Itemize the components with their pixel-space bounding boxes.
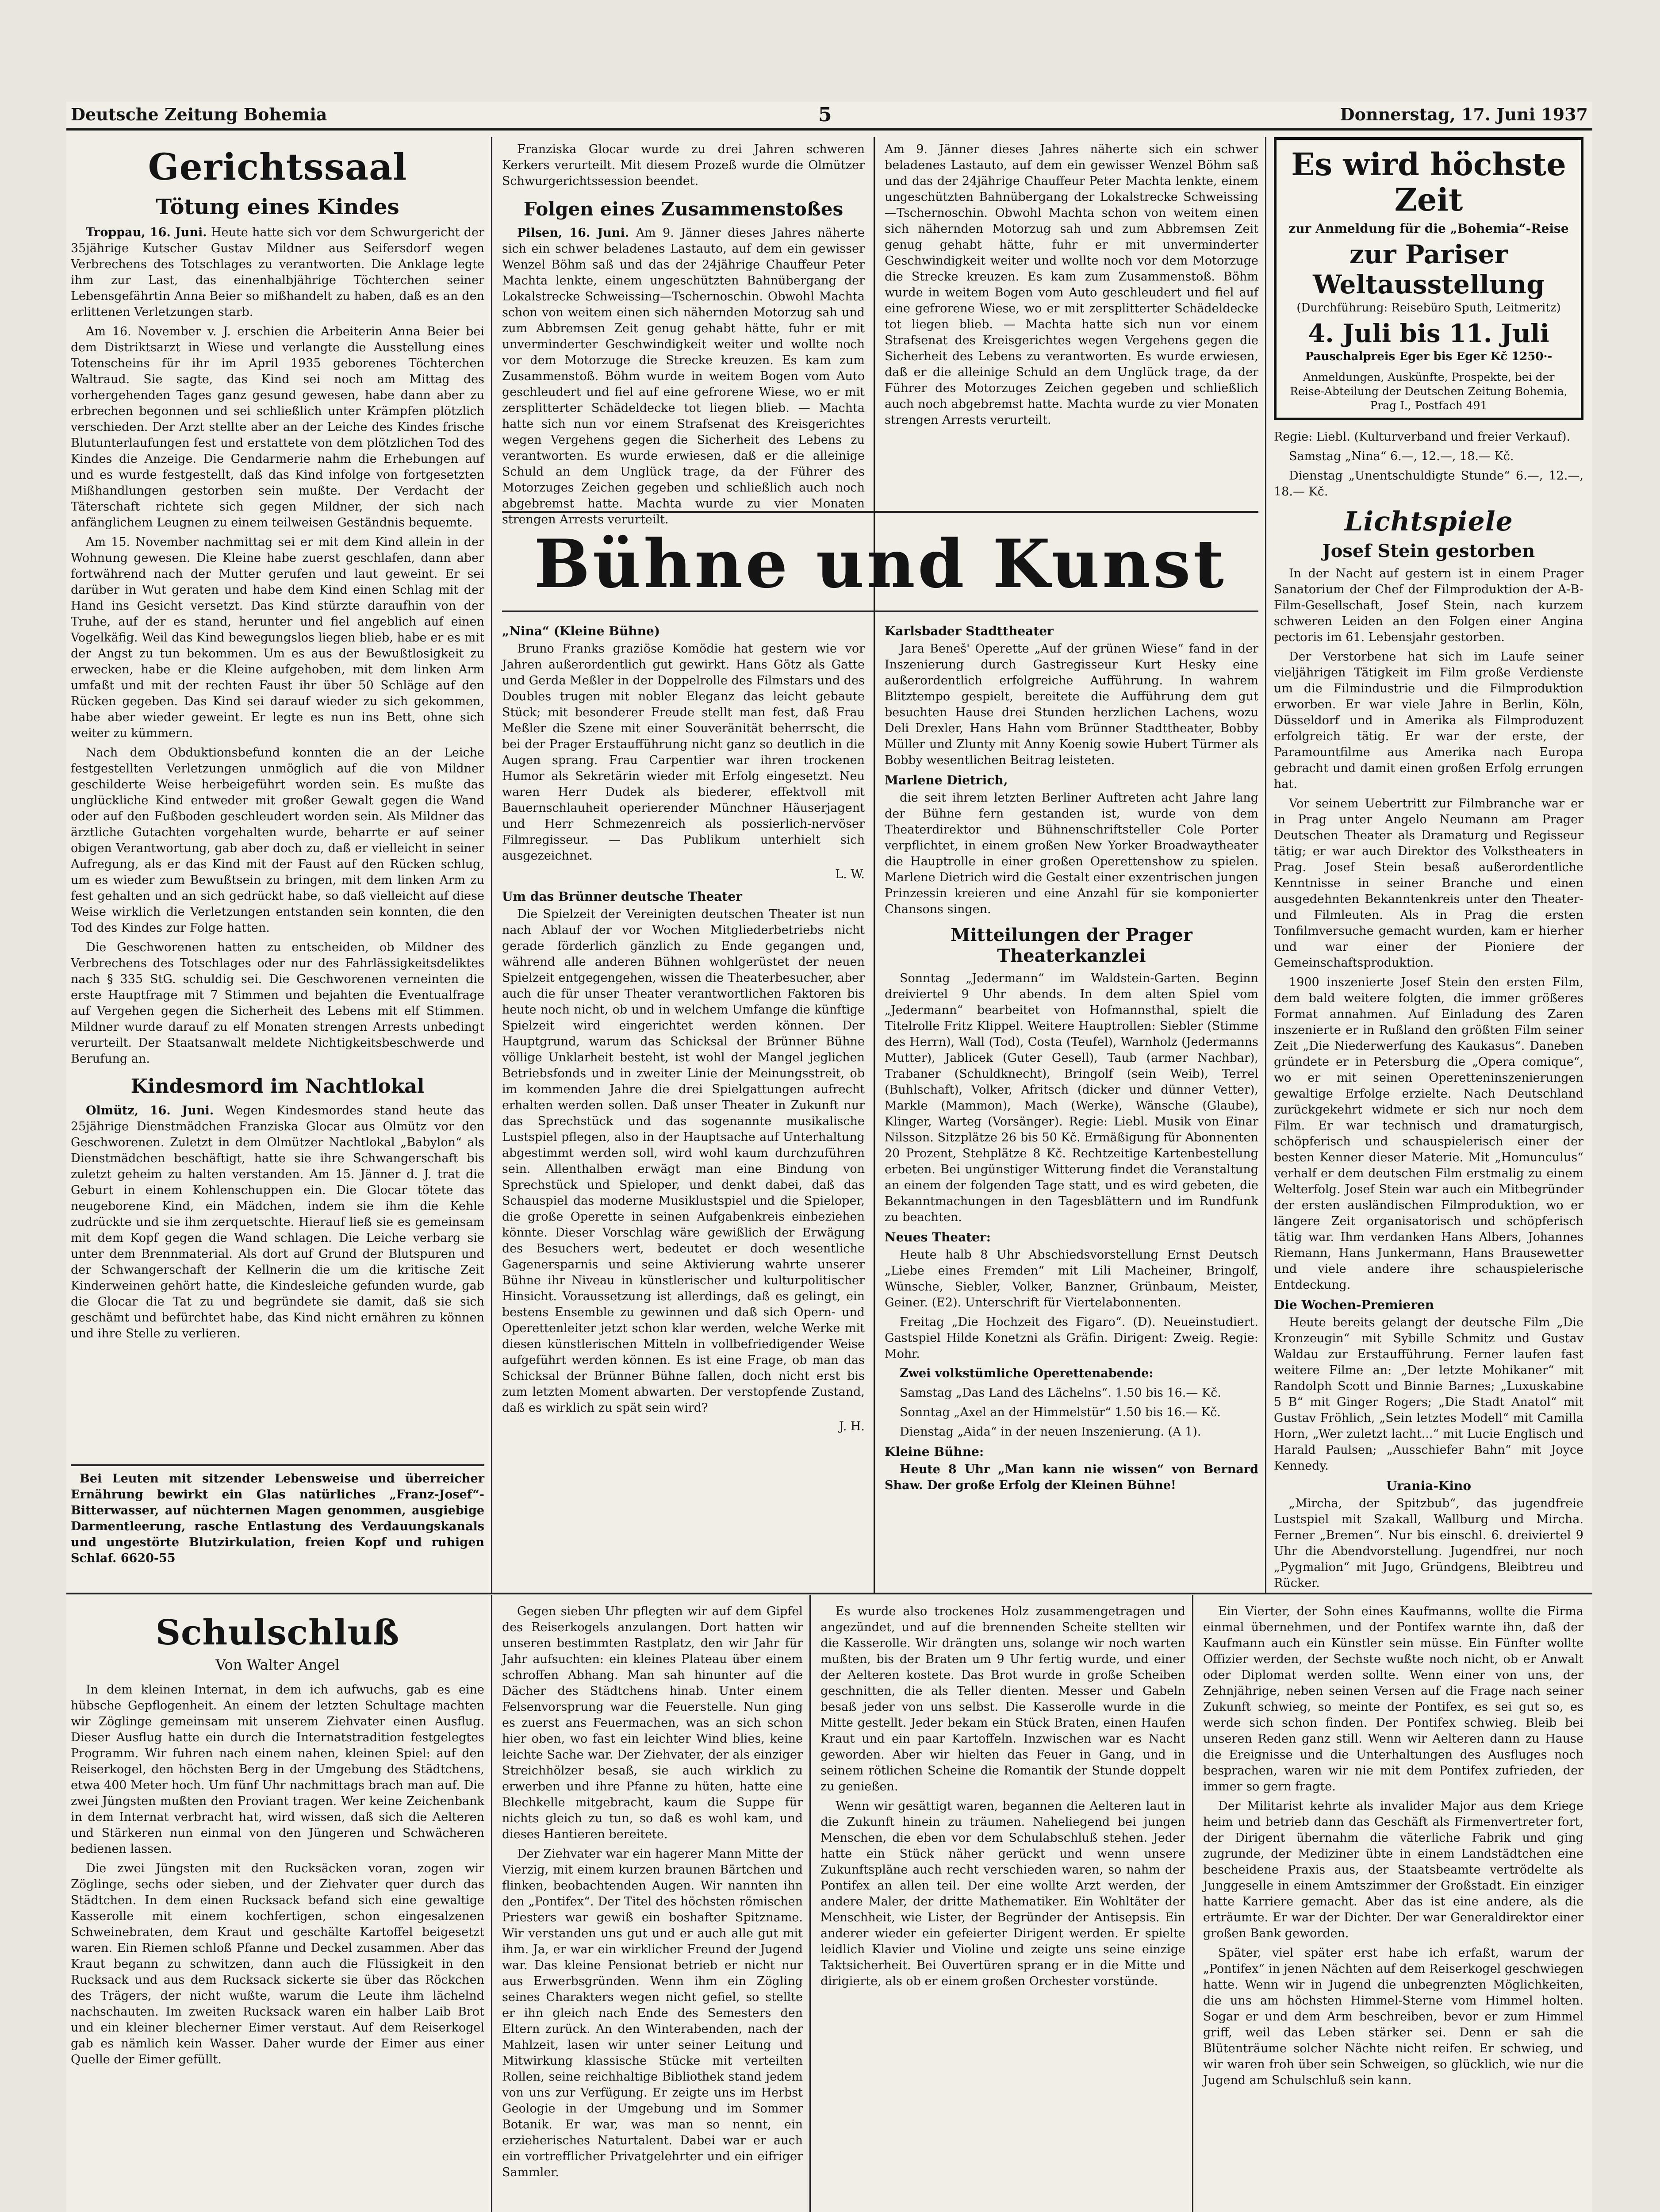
article-title: Marlene Dietrich, bbox=[885, 773, 1008, 787]
dateline: Troppau, 16. Juni. bbox=[86, 226, 207, 239]
paragraph: „Mircha, der Spitzbub“, das jugendfreie Lustspiel mit Szakall, Wallburg und Mircha. Ferner „Bremen“. Nur bis einschl. 6. dreiviertel 9 Uhr die Abendvorstellung. Jugendfrei, nur noch „Pygmalion“ mit Jugo, Gründgens, Bleibtreu und Rücker. bbox=[1274, 1497, 1583, 1590]
paragraph: Die zwei Jüngsten mit den Rucksäcken voran, zogen wir Zöglinge, sechs oder sieben, und der Ziehvater quer durch das Städtchen. In dem einen Rucksack befand sich eine gewaltige Kasserolle mit einem kochfertigen, schon eingesalzenen Schweinebraten, dem Kraut und geschälte Kartoffel beigesetzt waren. Ein Riemen schloß Pfanne und Deckel zusammen. Aber das Kraut begann zu schwitzen, dann auch die Flüssigkeit in den Rucksack und aus dem Rucksack sickerte sie über das Röckchen des Trägers, der nicht wußte, warum die Leute ihm lächelnd nachschauten. Im zweiten Rucksack waren ein halber Laib Brot und ein kleiner blecherner Eimer verstaut. Auf dem Reiserkogel gab es nämlich kein Wasser. Daher wurde der Eimer aus einer Quelle der Eimer gefüllt. bbox=[71, 1862, 484, 2066]
section-title: Gerichtssaal bbox=[148, 146, 407, 188]
paragraph: Es wurde also trockenes Holz zusammengetragen und angezündet, und auf die brennenden Scheite stellten wir die Kasserolle. Wir drängten uns, solange wir noch warten mußten, bis der Braten um 9 Uhr fertig wurde, und einer der Aelteren kostete. Das Brot wurde in große Scheiben geschnitten, die als Teller dienten. Messer und Gabeln besaß jeder von uns selbst. Die Kasserolle wurde in die Mitte gestellt. Jeder bekam ein Stück Braten, einen Haufen Kraut und ein paar Kartoffeln. Inzwischen war es Nacht geworden. Aber wir hielten das Feuer in Gang, und in seinem rötlichen Scheine die Romantik der Stunde doppelt zu genießen. bbox=[820, 1605, 1185, 1793]
headline: Mitteilungen der Prager Theaterkanzlei bbox=[951, 925, 1192, 966]
ernaehrung-notice bbox=[71, 1471, 484, 1588]
section-rule bbox=[502, 611, 1258, 612]
article-title: Neues Theater: bbox=[885, 1230, 991, 1244]
column-lichtspiele bbox=[1274, 429, 1583, 1588]
column-rule bbox=[491, 1595, 492, 2212]
article-title: Karlsbader Stadttheater bbox=[885, 624, 1054, 638]
program-item: Samstag „Das Land des Lächelns“. 1.50 bis 16.— Kč. bbox=[900, 1386, 1221, 1400]
paragraph: Der Ziehvater war ein hagerer Mann Mitte der Vierzig, mit einem kurzen braunen Bärtchen und flinken, beobachtenden Augen. Wir nannten ihn den „Pontifex“. Der Titel des höchsten römischen Priesters war gewiß ein boshafter Spitzname. Wir verstanden uns gut und er auch alle gut mit ihm. Ja, er war ein wirklicher Freund der Jugend war. Das kleine Pensionat betrieb er nicht nur aus Erwerbsgründen. Wenn ihm ein Zögling seines Charakters wegen nicht gefiel, so stellte er ihn gleich nach Ende des Semesters den Eltern zurück. An den Winterabenden, nach der Mahlzeit, lasen wir unter seiner Leitung und Mitwirkung klassische Stücke mit verteilten Rollen, seine reichhaltige Bibliothek stand jedem von uns zur Verfügung. Er zeigte uns im Herbst Geologie in der Umgebung und im Sommer Botanik. Er war, was man so nennt, ein erzieherisches Naturtalent. Dabei war er auch ein vortrefflicher Privatgelehrter und ein eifriger Sammler. bbox=[502, 1847, 803, 2179]
program-item: Heute 8 Uhr „Man kann nie wissen“ von Bernard Shaw. Der große Erfolg der Kleinen Bühne! bbox=[885, 1463, 1258, 1492]
notice-text: Bei Leuten mit sitzender Lebensweise und überreicher Ernährung bewirkt ein Glas natürliches „Franz-Josef“-Bitterwasser, auf nüchternen Magen genommen, ausgiebige Darmentleerung, rasche Entlastung des Verdauungskanals und ungestörte Blutzirkulation, freien Kopf und ruhigen Schlaf. 6620-55 bbox=[71, 1472, 484, 1565]
program-item: Freitag „Die Hochzeit des Figaro“. (D). Neueinstudiert. Gastspiel Hilde Konetzni als Gräfin. Dirigent: Zweig. Regie: Mohr. bbox=[885, 1315, 1258, 1361]
paragraph: Nach dem Obduktionsbefund konnten die an der Leiche festgestellten Verletzungen unmöglich auf die von Mildner geschilderte Weise herbeigeführt worden sein. Es mußte das unglückliche Kind entweder mit großer Gewalt gegen die Wand oder auf den Fußboden geschleudert worden sein. Als Mildner das ärztliche Gutachten vorgehalten wurde, beharrte er auf seiner obigen Verantwortung, gab aber doch zu, daß er vielleicht in seiner Aufregung, als er das Kind mit der Faust auf den Rücken schlug, um es wieder zum Bewußtsein zu bringen, mit dem linken Arm zu fest gehalten und an sich gedrückt habe, so daß vielleicht auf diese Weise wirklich die Verletzungen entstanden sein konnten, die den Tod des Kindes zur Folge hatten. bbox=[71, 746, 484, 935]
article-title: Kleine Bühne: bbox=[885, 1444, 984, 1459]
column-rule bbox=[491, 137, 492, 1593]
paragraph: Die Spielzeit der Vereinigten deutschen Theater ist nun nach Ablauf der vor Wochen Mitgliederbetriebs nicht gerade förderlich gänzlich zu Ende gegangen und, während alle anderen Bühnen wohlgerüstet der neuen Spielzeit entgegengehen, wissen die Theaterbesucher, aber auch die für unser Theater verantwortlichen Faktoren bis heute noch nicht, ob und in welchem Umfange die künftige Spielzeit wird eingerichtet werden können. Der Hauptgrund, warum das Schicksal der Brünner Bühne völlige Unklarheit besteht, ist wohl der Mangel jeglichen Betriebsfonds und in zweiter Linie der Meinungsstreit, ob im kommenden Jahre die drei Spielgattungen aufrecht erhalten werden sollen. Daß unser Theater in Zukunft nur das Sprechstück und das sogenannte musikalische Lustspiel pflegen, also in der Hauptsache auf Unterhaltung abgestimmt werden soll, wird wohl kaum durchzuführen sein. Allenthalben erwägt man eine Bindung von Sprechstück und Spieloper, und denkt dabei, daß das Schauspiel das moderne Musiklustspiel und die Spieloper, die große Operette in seinen Aufgabenkreis einbeziehen könnte. Dieser Vorschlag wäre gewißlich der Erwägung des Besuchers wert, bedeutet er doch wesentliche Gagenersparnis und seine Aktivierung wahrte unserer Bühne ihr Niveau in künstlerischer und kulturpolitischer Hinsicht. Voraussetzung ist allerdings, daß es gelingt, ein bestens Ensemble zu gewinnen und daß sich Opern- und Operettenleiter jetzt schon klar werden, welche Werke mit diesen künstlerischen Mitteln in vollbefriedigender Weise aufgeführt werden können. Es ist eine Frage, ob man das Schicksal der Brünner Bühne fallen, doch nicht erst bis zum letzten Moment abwarten. Der verstopfende Zustand, daß es wirklich zu spät sein wird? bbox=[502, 907, 865, 1415]
paragraph: Der Verstorbene hat sich im Laufe seiner vieljährigen Tätigkeit im Film große Verdienste um die Filmindustrie und die Filmproduktion erworben. Er war viele Jahre in Berlin, Köln, Düsseldorf und in Amerika als Filmproduzent erfolgreich tätig. Er war der erste, der Paramountfilme aus Amerika nach Europa gebracht und damit einen großen Erfolg errungen hat. bbox=[1274, 650, 1583, 791]
section-title: Schulschluß bbox=[155, 1613, 400, 1653]
paragraph: Ein Vierter, der Sohn eines Kaufmanns, wollte die Firma einmal übernehmen, und der Pontifex warnte ihn, daß der Kaufmann auch ein Künstler sein müsse. Ein Fünfter wollte Offizier werden, der Sechste wußte noch nicht, ob er Anwalt oder Diplomat werden sollte. Wenn einer von uns, der Zehnjährige, neben seinen Versen auf die Frage nach seiner Zukunft schwieg, so meinte der Pontifex, es sei gut so, es werde sich schon finden. Der Pontifex schwieg. Bleib bei unseren Reden ganz still. Wenn wir Aelteren dann zu Hause die Ereignisse und die Unterhaltungen des Ausfluges noch besprachen, waren wir nie mit dem Pontifex zufrieden, der immer so gern fragte. bbox=[1203, 1605, 1583, 1793]
paragraph: Die Geschworenen hatten zu entscheiden, ob Mildner des Verbrechens des Totschlages oder nur des Fahrlässigkeitsdeliktes nach § 335 StG. schuldig sei. Die Geschworenen verneinten die erste Hauptfrage mit 7 Stimmen und bejahten die Eventualfrage auf Vergehen gegen die Sicherheit des Lebens mit elf Stimmen. Mildner wurde darauf zu elf Monaten strengen Arrests unbedingt verurteilt. Der Staatsanwalt meldete Nichtigkeitsbeschwerde und Berufung an. bbox=[71, 941, 484, 1066]
headline: Kindesmord im Nachtlokal bbox=[130, 1075, 425, 1098]
column-nina bbox=[502, 619, 865, 1588]
column-rule bbox=[1265, 137, 1266, 1593]
paragraph: Vor seinem Uebertritt zur Filmbranche war er in Prag unter Angelo Neumann am Prager Deutschen Theater als Dramaturg und Regisseur tätig; er war auch Direktor des Volkstheaters in Prag. Josef Stein besaß außerordentliche Kenntnisse in seiner Branche und einen ausgedehnten Bekanntenkreis unter den Theater- und Filmleuten. Als in Prag die ersten Tonfilmversuche gemacht wurden, kam er hierher und war einer der Pioniere der Gemeinschaftsproduktion. bbox=[1274, 797, 1583, 970]
paragraph: In der Nacht auf gestern ist in einem Prager Sanatorium der Chef der Filmproduktion der A-B-Film-Gesellschaft, Josef Stein, nach kurzem schweren Leiden an den Folgen einer Angina pectoris im 61. Lebensjahr gestorben. bbox=[1274, 567, 1583, 644]
masthead bbox=[66, 102, 1592, 131]
program-item: Dienstag „Unentschuldigte Stunde“ 6.—, 12.—, 18.— Kč. bbox=[1274, 469, 1583, 499]
paragraph: Wenn wir gesättigt waren, begannen die Aelteren laut in die Zukunft hinein zu träumen. Naheliegend bei jungen Menschen, die eben vor dem Schulabschluß stehen. Jeder hatte ein Stück näher gerückt und wenn unsere Zukunftspläne auch recht verschieden waren, so nahm der Pontifex an allen teil. Der eine wollte Arzt werden, der andere Maler, der dritte Mathematiker. Ein Wohltäter der Menschheit, wie Lister, der Begründer der Antisepsis. Ein anderer wieder ein gefeierter Dirigent werden. Er spielte leidlich Klavier und Violine und zeigte uns seine einzige Taktsicherheit. Bei Ouvertüren sprang er in die Mitte und dirigierte, als ob er einem großen Orchester vorstünde. bbox=[820, 1799, 1185, 1988]
section-rule bbox=[71, 1464, 484, 1466]
column-gerichtssaal bbox=[71, 142, 484, 1460]
paragraph: Wegen Kindesmordes stand heute das 25jährige Dienstmädchen Franziska Glocar aus Olmütz vor den Geschworenen. Zuletzt in dem Olmützer Nachtlokal „Babylon“ als Dienstmädchen beschäftigt, hatte sie ihre Schwangerschaft bis zuletzt geheim zu halten verstanden. Am 15. Jänner d. J. trat die Geburt in einem Kohlenschuppen ein. Die Glocar tötete das neugeborene Kind, ein Mädchen, indem sie ihm die Kehle zudrückte und sie ihm zerquetschte. Hierauf ließ sie es gemeinsam mit dem Kopf gegen die Wand schlagen. Die Leiche verbarg sie unter dem Brennmaterial. Als dort auf Grund der Blutspuren und der Schwangerschaft der Kellnerin die um die kritische Zeit Kinderweinen gehört hatte, die Kindesleiche gefunden wurde, gab die Glocar die Tat zu und begründete sie damit, daß sie sich geschämt und befürchtet habe, das Kind nicht ernähren zu können und ihre Stelle zu verlieren. bbox=[71, 1104, 484, 1340]
article-title: Um das Brünner deutsche Theater bbox=[502, 889, 742, 904]
paragraph: Am 15. November nachmittag sei er mit dem Kind allein in der Wohnung gewesen. Die Kleine habe zuerst geschlafen, dann aber fortwährend nach der Mutter gerufen und laut geweint. Er sei darüber in Wut geraten und habe dem Kind einen Schlag mit der Hand ins Gesicht versetzt. Das Kind stürzte daraufhin von der Truhe, auf der es stand, herunter und fiel angeblich auf einen Vogelkäfig. Weil das Kind bewegungslos liegen blieb, habe er es mit der Angst zu tun bekommen. Um es aus der Bewußtlosigkeit zu erwecken, habe er die Kleine aufgehoben, mit dem linken Arm umfaßt und mit der rechten Faust ihr über 50 Schläge auf den Rücken gegeben. Das Kind sei darauf wieder zu sich gekommen, habe aber wieder geweint. Er legte es nun ins Bett, ohne sich weiter zu kümmern. bbox=[71, 535, 484, 740]
headline: Josef Stein gestorben bbox=[1322, 541, 1535, 561]
paragraph: Am 9. Jänner dieses Jahres näherte sich ein schwer beladenes Lastauto, auf dem ein gewisser Wenzel Böhm saß und das der 24jährige Chauffeur Peter Machta lenkte, einem ungeschützten Bahnübergang der Lokalstrecke Schweissing—Tschernoschin. Obwohl Machta schon von weitem einen sich nähernden Motorzug sah und zum Abbremsen Zeit genug gehabt hätte, fuhr er mit unverminderter Geschwindigkeit weiter und wollte noch vor dem Motorzuge die Strecke kreuzen. Es kam zum Zusammenstoß. Böhm wurde in weitem Bogen vom Auto geschleudert und fiel auf eine gefrorene Wiese, wo er mit zersplitterter Schädeldecke tot liegen blieb. — Machta hatte sich nun vor einem Strafsenat des Kreisgerichtes wegen Vergehens gegen die Sicherheit des Lebens zu verantworten. Es wurde erwiesen, daß er die alleinige Schuld an dem Unglück trage, da der Führer des Motorzuges Zeichen gegeben und schließlich auch noch abgebremst hatte. Machta wurde zu vier Monaten strengen Arrests verurteilt. bbox=[885, 142, 1258, 427]
paragraph: Am 16. November v. J. erschien die Arbeiterin Anna Beier bei dem Distriktsarzt in Wiese und verlangte die Ausstellung eines Totenscheins für ihr im April 1935 geborenes Töchterchen Waltraud. Sie sagte, das Kind sei noch am Mittag des vorhergehenden Tages ganz gesund gewesen, habe dann aber zu erbrechen begonnen und sei schließlich unter Krämpfen plötzlich verschieden. Der Arzt stellte aber an der Leiche des Kindes frische Blutunterlaufungen fest und erstattete von dem plötzlichen Tod des Kindes die Anzeige. Die Gendarmerie nahm die Erhebungen auf und es wurde festgestellt, daß das Kind infolge von fortgesetzten Mißhandlungen gestorben sein mußte. Der Verdacht der Täterschaft richtete sich gegen Mildner, der sich nach anfänglichem Leugnen zu einem teilweisen Geständnis bequemte. bbox=[71, 325, 484, 530]
paper-name: Deutsche Zeitung Bohemia bbox=[71, 104, 327, 124]
section-rule bbox=[66, 1593, 1592, 1594]
article-title: Urania-Kino bbox=[1386, 1479, 1472, 1493]
paragraph: Heute hatte sich vor dem Schwurgericht der 35jährige Kutscher Gustav Mildner aus Seifersdorf wegen Verbrechens des Totschlages zu verantworten. Die Anklage legte ihm zur Last, das einenhalbjährige Töchterchen seiner Lebensgefährtin Anna Beier so mißhandelt zu haben, daß es an den erlittenen Verletzungen starb. bbox=[71, 226, 485, 319]
ad-price: Pauschalpreis Eger bis Eger Kč 1250·- bbox=[1305, 350, 1553, 363]
headline: Tötung eines Kindes bbox=[156, 195, 399, 219]
column-rule bbox=[809, 1595, 811, 2212]
column-schulschluss-1 bbox=[71, 1604, 484, 2212]
program-item: Dienstag „Aida“ in der neuen Inszenierung. (A 1). bbox=[900, 1425, 1201, 1439]
section-title-buehne: Bühne und Kunst bbox=[534, 525, 1227, 603]
headline: Folgen eines Zusammenstoßes bbox=[523, 198, 843, 220]
ad-subline: zur Anmeldung für die „Bohemia“-Reise bbox=[1288, 221, 1569, 236]
ad-dates: 4. Juli bis 11. Juli bbox=[1308, 319, 1549, 348]
paragraph: Gegen sieben Uhr pflegten wir auf dem Gipfel des Reiserkogels anzulangen. Dort hatten wir unseren bestimmten Rastplatz, den wir Jahr für Jahr aufsuchten: ein kleines Plateau über einem schroffen Abhang. Man sah hinunter auf die Dächer des Städtchens hinab. Unter einem Felsenvorsprung war die Feuerstelle. Nun ging es zuerst ans Feuermachen, was an sich schon hier oben, wo fast ein leichter Wind blies, keine leichte Sache war. Der Ziehvater, der als einziger Streichhölzer besaß, sie auch wirklich zu erwerben und ihre Pfanne zu hüten, hatte eine Blechkelle mitgebracht, kaum die Suppe für nichts gleich zu tun, so daß es wohl kam, und dieses Hantieren bereitete. bbox=[502, 1605, 803, 1841]
program-item: Heute halb 8 Uhr Abschiedsvorstellung Ernst Deutsch „Liebe eines Fremden“ mit Lili Macheiner, Bringolf, Wünsche, Siebler, Volker, Banzner, Grünbaum, Meister, Geiner. (E2). Unterschrift für Viertelabonnenten. bbox=[885, 1248, 1258, 1310]
paragraph: Später, viel später erst habe ich erfaßt, warum der „Pontifex“ in jenen Nächten auf dem Reiserkogel geschwiegen hatte. Wenn wir in Jugend die unbegrenzten Möglichkeiten, die uns am höchsten Himmel-Sterne vom Himmel holten. Sogar er und dem Arm beschreiben, bevor er zum Himmel griff, weil das Leben stärker sei. Denn er sah die Blütenträume solcher Nächte nicht reifen. Er schwieg, und wir waren froh über sein Schweigen, so glücklich, wie nur die Jugend am Schulschluß sein kann. bbox=[1203, 1946, 1583, 2087]
column-theater bbox=[885, 619, 1258, 1588]
paragraph: Bruno Franks graziöse Komödie hat gestern wie vor Jahren außerordentlich gut gewirkt. Hans Götz als Gatte und Gerda Meßler in der Doppelrolle des Filmstars und des Doubles trugen mit nobler Eleganz das leicht gebaute Stück; mit besonderer Freude stellt man fest, daß Frau Meßler die Szene mit einer Souveränität beherrscht, die bei der Prager Erstaufführung nicht ganz so deutlich in die Augen sprang. Frau Carpentier war ihren trockenen Humor als Sekretärin wieder mit Erfolg eingesetzt. Neu waren Herr Dudek als biederer, effektvoll mit Bauernschlauheit operierender Münchner Häuserjagent und Herr Schmezenreich als possierlich-nervöser Filmregisseur. — Das Publikum unterhielt sich ausgezeichnet. bbox=[502, 642, 865, 863]
ad-organizer: (Durchführung: Reisebüro Sputh, Leitmeritz) bbox=[1296, 301, 1561, 315]
program-item: Zwei volkstümliche Operettenabende: bbox=[900, 1367, 1154, 1380]
bohemia-travel-ad bbox=[1274, 137, 1583, 420]
ad-contact: Anmeldungen, Auskünfte, Prospekte, bei der Reise-Abteilung der Deutschen Zeitung Bohemia, Prag I., Postfach 491 bbox=[1290, 371, 1568, 412]
paragraph: 1900 inszenierte Josef Stein den ersten Film, dem bald weitere folgten, die immer größeres Format annahmen. Auf Einladung des Zaren inszenierte er in Rußland den größten Film seiner Zeit „Die Niederwerfung des Kaukasus“. Daneben gründete er in Petersburg die „Opera comique“, wo er mit seinen Operetteninszenierungen gewaltige Erfolge erzielte. Nach Deutschland zurückgekehrt widmete er sich nur noch dem Film. Er war technisch und dramaturgisch, schöpferisch und schauspielerisch einer der besten Kenner dieser Materie. Mit „Homunculus“ verhalf er dem deutschen Film erstmalig zu einem Welterfolg. Josef Stein war auch ein Mitbegründer der ersten ausländischen Filmproduktion, wo er längere Zeit organisatorisch und schöpferisch tätig war. Ihm verdanken Hans Albers, Johannes Riemann, Hans Junkermann, Hans Brausewetter und viele andere ihre schauspielerische Entdeckung. bbox=[1274, 975, 1583, 1292]
column-folgen bbox=[502, 142, 865, 526]
page-number: 5 bbox=[818, 104, 832, 126]
column-schulschluss-4 bbox=[1203, 1604, 1583, 2212]
byline: Von Walter Angel bbox=[215, 1656, 340, 1673]
paragraph: Franziska Glocar wurde zu drei Jahren schweren Kerkers verurteilt. Mit diesem Prozeß wurde die Olmützer Schwurgerichtssession beendet. bbox=[502, 142, 865, 188]
column-rule bbox=[874, 137, 875, 1593]
column-schulschluss-3 bbox=[820, 1604, 1185, 2212]
dateline: Olmütz, 16. Juni. bbox=[86, 1104, 214, 1118]
paragraph: Der Militarist kehrte als invalider Major aus dem Kriege heim und betrieb dann das Geschäft als Firmenvertreter fort, der Dirigent übernahm die väterliche Fabrik und ging zugrunde, der Mediziner übte in einem Landstädtchen eine bescheidene Praxis aus, der Staatsbeamte vertrödelte als Junggeselle in einem Amtszimmer der Großstadt. Ein einziger hatte Karriere gemacht. Aber das ist eine andere, als die erträumte. Er war der Dichter. Der war Generaldirektor einer großen Bank geworden. bbox=[1203, 1799, 1583, 1940]
paragraph: Sonntag „Jedermann“ im Waldstein-Garten. Beginn dreiviertel 9 Uhr abends. In dem alten Spiel vom „Jedermann“ bearbeitet von Hofmannsthal, spielt die Titelrolle Fritz Klippel. Weitere Hauptrollen: Siebler (Stimme des Herrn), Wall (Tod), Costa (Teufel), Warnholz (Jedermanns Mutter), Jablicek (Guter Gesell), Taub (armer Nachbar), Trabaner (Schuldknecht), Bringolf (sein Weib), Terrel (Buhlschaft), Volker, Afritsch (dicker und dünner Vetter), Markle (Mammon), Mach (Werke), Wänsche (Glaube), Klinger, Warteg (Vorsänger). Regie: Liebl. Musik von Einar Nilsson. Sitzplätze 26 bis 50 Kč. Ermäßigung für Abonnenten 20 Prozent, Stehplätze 8 Kč. Rechtzeitige Kartenbestellung erbeten. Bei ungünstiger Witterung findet die Veranstaltung an einem der folgenden Tage statt, und es wird gebeten, die Bekanntmachungen in den Tagesblättern und im Rundfunk zu beachten. bbox=[885, 972, 1258, 1224]
program-item: Sonntag „Axel an der Himmelstür“ 1.50 bis 16.— Kč. bbox=[900, 1406, 1221, 1419]
paragraph: Am 9. Jänner dieses Jahres näherte sich ein schwer beladenes Lastauto, auf dem ein gewisser Wenzel Böhm saß und das der 24jährige Chauffeur Peter Machta lenkte, einem ungeschützten Bahnübergang der Lokalstrecke Schweissing—Tschernoschin. Obwohl Machta schon von weitem einen sich nähernden Motorzug sah und zum Abbremsen Zeit genug gehabt hätte, fuhr er mit unverminderter Geschwindigkeit weiter und wollte noch vor dem Motorzuge die Strecke kreuzen. Es kam zum Zusammenstoß. Böhm wurde in weitem Bogen vom Auto geschleudert und fiel auf eine gefrorene Wiese, wo er mit zersplitterter Schädeldecke tot liegen blieb. — Machta hatte sich nun vor einem Strafsenat des Kreisgerichtes wegen Vergehens gegen die Sicherheit des Lebens zu verantworten. Es wurde erwiesen, daß er die alleinige Schuld an dem Unglück trage, da der Führer des Motorzuges Zeichen gegeben und schließlich auch noch abgebremst hatte. Machta wurde zu vier Monaten strengen Arrests verurteilt. bbox=[502, 226, 865, 526]
article-title: „Nina“ (Kleine Bühne) bbox=[502, 624, 660, 638]
program-item: Regie: Liebl. (Kulturverband und freier Verkauf). bbox=[1274, 430, 1571, 444]
section-title: Lichtspiele bbox=[1344, 506, 1513, 537]
paragraph: Jara Beneš' Operette „Auf der grünen Wiese“ fand in der Inszenierung durch Gastregisseur Kurt Hesky eine außerordentlich erfolgreiche Aufführung. In wahrem Blitztempo gespielt, bereitete die Aufführung dem gut besuchten Hause drei Stunden herzlichen Lachens, wozu Deli Drexler, Hans Hahn vom Brünner Stadttheater, Bobby Müller und Zlunty mit Anny Koenig sowie Hubert Türmer als Bobby wesentlichen Beitrag leisteten. bbox=[885, 642, 1258, 767]
program-item: Samstag „Nina“ 6.—, 12.—, 18.— Kč. bbox=[1289, 449, 1514, 463]
paragraph: Heute bereits gelangt der deutsche Film „Die Kronzeugin“ mit Sybille Schmitz und Gustav Waldau zur Erstaufführung. Ferner laufen fast weitere Filme an: „Der letzte Mohikaner“ mit Randolph Scott und Binnie Barnes; „Luxuskabine 5 B“ mit Ginger Rogers; „Die Stadt Anatol“ mit Gustav Fröhlich, „Sein letztes Modell“ mit Camilla Horn, „Wer zuletzt lacht...“ mit Lucie Englisch und Harald Paulsen; „Ausschiefer Bahn“ mit Joyce Kennedy. bbox=[1274, 1316, 1583, 1473]
paragraph: In dem kleinen Internat, in dem ich aufwuchs, gab es eine hübsche Gepflogenheit. An einem der letzten Schultage machten wir Zöglinge gemeinsam mit unserem Ziehvater einen Ausflug. Dieser Ausflug hatte ein durch die Internatstradition festgelegtes Programm. Wir fuhren nach einem nahen, kleinen Spiel: auf den Reiserkogel, den höchsten Berg in der Umgebung des Städtchens, etwa 400 Meter hoch. Um fünf Uhr nachmittags brach man auf. Die zwei Jüngsten mußten den Proviant tragen. Wer keine Zeichenbank in dem Internat verbracht hat, wird wissen, daß sich die Aelteren und Stärkeren nun einmal von den Jüngeren und Schwächeren bedienen lassen. bbox=[71, 1683, 484, 1856]
paragraph: die seit ihrem letzten Berliner Auftreten acht Jahre lang der Bühne fern gestanden ist, wurde von dem Theaterdirektor und Bühnenschriftsteller Cole Porter verpflichtet, in einem großen New Yorker Broadwaytheater die Hauptrolle in einer großen Operettenshow zu spielen. Marlene Dietrich wird die Gestalt einer exzentrischen jungen Prinzessin kreieren und eine Anzahl für sie komponierter Chansons singen. bbox=[885, 791, 1258, 916]
newspaper-page bbox=[66, 102, 1592, 2212]
ad-headline: Es wird höchste Zeit bbox=[1291, 146, 1566, 218]
column-rule bbox=[1192, 1595, 1193, 2212]
signature: L. W. bbox=[835, 868, 865, 881]
issue-date: Donnerstag, 17. Juni 1937 bbox=[1340, 104, 1588, 124]
article-title: Die Wochen-Premieren bbox=[1274, 1298, 1434, 1312]
dateline: Pilsen, 16. Juni. bbox=[517, 226, 629, 240]
column-schulschluss-2 bbox=[502, 1604, 803, 2212]
signature: J. H. bbox=[839, 1420, 865, 1433]
ad-expo: zur Pariser Weltausstellung bbox=[1313, 239, 1545, 300]
column-folgen-cont bbox=[885, 142, 1258, 509]
